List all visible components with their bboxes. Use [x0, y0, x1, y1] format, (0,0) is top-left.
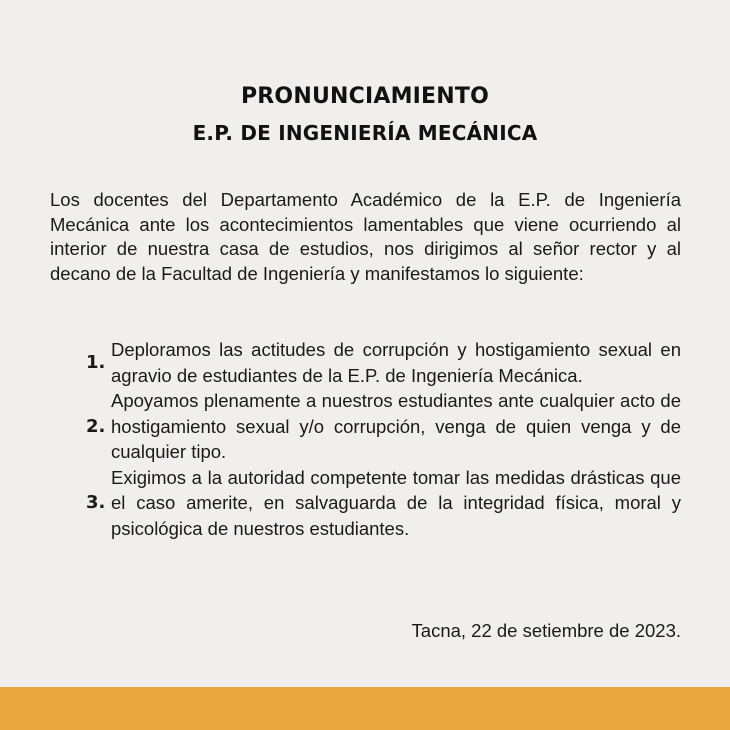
point-number: 2. [86, 415, 106, 437]
point-text: Apoyamos plenamente a nuestros estudiantes ante cualquier acto de hostigamiento sexual y/o corrupción, venga de quien venga y de cualquier tipo. [111, 390, 681, 462]
footer-accent-bar [0, 687, 730, 730]
list-item [50, 337, 681, 388]
document-title: PRONUNCIAMIENTO [240, 84, 490, 109]
list-item [50, 388, 681, 465]
list-item [50, 465, 681, 542]
intro-paragraph: Los docentes del Departamento Académico de la E.P. de Ingeniería Mecánica ante los acontecimientos lamentables que viene ocurriendo al interior de nuestra casa de estudios, nos dirigimos al señor rector y al decano de la Facultad de Ingeniería y manifestamos lo siguiente: [50, 189, 681, 284]
points-list [50, 337, 681, 541]
point-number: 3. [86, 492, 106, 514]
place-date: Tacna, 22 de setiembre de 2023. [411, 620, 681, 641]
point-text: Exigimos a la autoridad competente tomar las medidas drásticas que el caso amerite, en salvaguarda de la integridad física, moral y psicológica de nuestros estudiantes. [111, 466, 681, 539]
point-text: Deploramos las actitudes de corrupción y hostigamiento sexual en agravio de estudiantes de la E.P. de Ingeniería Mecánica. [111, 339, 681, 386]
point-number: 1. [86, 352, 106, 373]
document-subtitle: E.P. DE INGENIERÍA MECÁNICA [192, 121, 538, 145]
